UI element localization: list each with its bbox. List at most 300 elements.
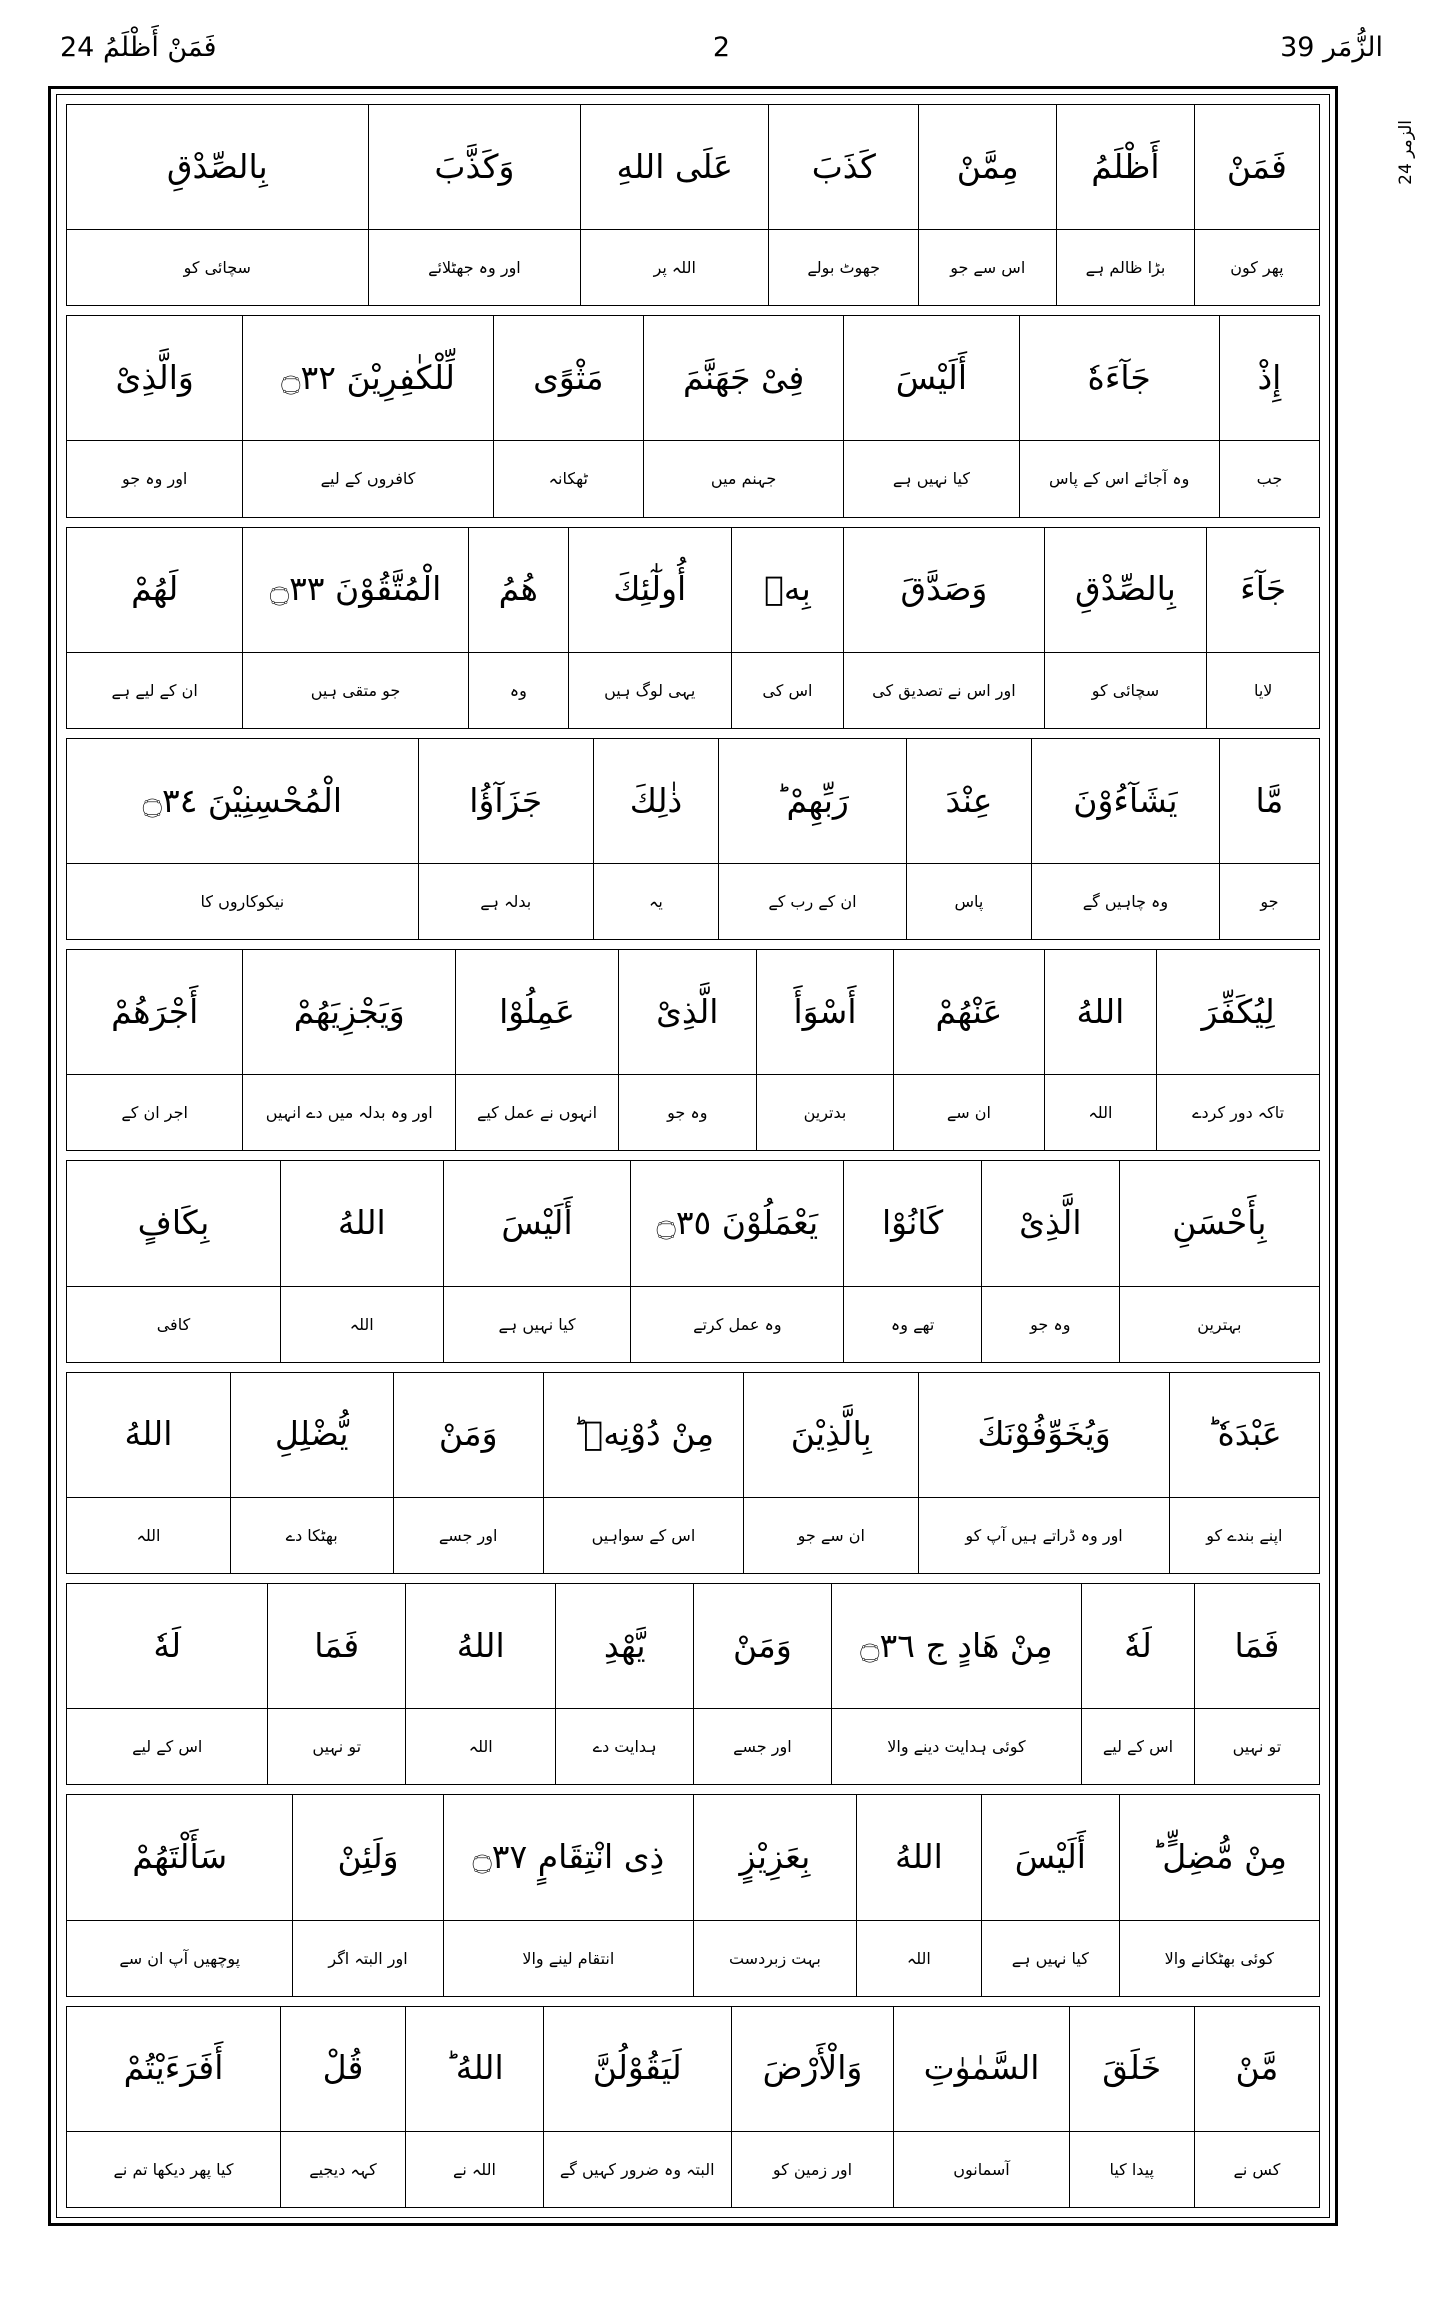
urdu-word-cell [893,1075,1043,1150]
arabic-word-cell [443,1795,693,1919]
arabic-word-cell [918,1373,1168,1497]
urdu-translation-word: اور وہ بدلہ میں دے انہیں [265,1103,433,1123]
urdu-translation-word: اس کے لیے [1102,1737,1174,1757]
urdu-translation-word: جو متقی ہیں [310,680,401,700]
arabic-word-cell [543,2007,731,2131]
urdu-word-cell [418,864,593,939]
urdu-word-cell [906,864,1031,939]
urdu-translation-word: بھٹکا دے [285,1525,338,1545]
urdu-translation-word: پاس [954,892,984,912]
arabic-word: أُولٰٓئِكَ [613,569,687,609]
arabic-word: وَالْأَرْضَ [762,2048,863,2088]
urdu-translation-word: اللہ [906,1948,931,1968]
arabic-word: سَأَلْتَهُمْ [132,1836,228,1876]
side-tab-label: الزمر 24 [1396,120,1416,185]
arabic-word: فَمَا [314,1625,360,1665]
arabic-word-cell [292,1795,442,1919]
arabic-word: وَصَدَّقَ [900,569,988,609]
arabic-word: وَكَذَّبَ [434,146,515,186]
arabic-word-cell [67,528,242,652]
arabic-word-cell [443,1161,631,1285]
urdu-translation-word: کافی [156,1314,191,1334]
arabic-word: مِنْ مُّضِلٍّ ؕ [1151,1836,1287,1876]
urdu-translation-word: اجر ان کے [121,1103,188,1123]
urdu-word-cell [568,653,731,728]
arabic-word: لَهُمْ [131,569,179,609]
urdu-word-cell [242,1075,455,1150]
arabic-word: يَّهْدِ [603,1625,646,1665]
urdu-word-cell [593,864,718,939]
arabic-word: وَيُخَوِّفُوْنَكَ [977,1414,1111,1454]
arabic-word: بِأَحْسَنِ [1172,1203,1267,1243]
urdu-translation-word: ہدایت دے [592,1737,657,1757]
arabic-word-cell [1044,950,1157,1074]
urdu-word-cell [267,1709,405,1784]
urdu-translation-word: بڑا ظالم ہے [1085,258,1166,278]
arabic-word: مِنْ دُوْنِهٖ ؕ [572,1414,714,1454]
arabic-word-cell [67,1161,280,1285]
arabic-word-cell [280,2007,405,2131]
urdu-word-cell [405,2132,543,2207]
arabic-word: يُّضْلِلِ [274,1414,349,1454]
page-header [60,26,1383,68]
arabic-row [67,528,1319,652]
arabic-word: أَسْوَأَ [793,991,857,1031]
arabic-word: بِالصِّدْقِ [1075,569,1176,609]
urdu-translation-word: اس کی [762,680,813,700]
urdu-row [67,2131,1319,2207]
urdu-word-cell [1206,653,1319,728]
urdu-word-cell [1119,1287,1319,1362]
urdu-translation-word: کس نے [1233,2159,1281,2179]
arabic-word: إِذْ [1257,357,1282,397]
arabic-word: اللهُ [337,1203,386,1243]
arabic-word: لِّلْكٰفِرِيْنَ ۝٣٢ [281,357,455,397]
arabic-word: فِىْ جَهَنَّمَ [682,357,805,397]
urdu-word-cell [67,1709,267,1784]
page-frame-inner [56,94,1330,2218]
urdu-row [67,863,1319,939]
urdu-translation-word: اللہ پر [653,258,696,278]
urdu-word-cell [718,864,906,939]
urdu-translation-word: پیدا کیا [1109,2159,1154,2179]
urdu-row [67,1708,1319,1784]
urdu-translation-word: یہ [649,892,663,912]
urdu-row [67,652,1319,728]
urdu-word-cell [393,1498,543,1573]
urdu-word-cell [67,230,367,305]
urdu-translation-word: کیا نہیں ہے [892,469,970,489]
urdu-word-cell [67,2132,280,2207]
urdu-translation-word: اور جسے [438,1525,498,1545]
arabic-word-cell [731,528,844,652]
urdu-word-cell [468,653,568,728]
arabic-word: يَشَآءُوْنَ [1073,780,1178,820]
ayah-line [66,527,1320,729]
urdu-word-cell [693,1709,831,1784]
urdu-word-cell [1056,230,1194,305]
urdu-translation-word: کیا نہیں ہے [1011,1948,1089,1968]
urdu-word-cell [756,1075,894,1150]
arabic-word: وَيَجْزِيَهُمْ [293,991,405,1031]
urdu-word-cell [1169,1498,1319,1573]
arabic-word: قُلْ [322,2048,364,2088]
arabic-word-cell [493,316,643,440]
arabic-word-cell [1194,105,1319,229]
arabic-word-cell [242,950,455,1074]
urdu-word-cell [405,1709,555,1784]
arabic-word-cell [67,1584,267,1708]
urdu-word-cell [1219,864,1319,939]
urdu-translation-word: ٹھکانہ [548,469,589,489]
urdu-translation-word: جہنم میں [710,469,777,489]
urdu-translation-word: اپنے بندے کو [1206,1525,1283,1545]
urdu-translation-word: پھر کون [1230,258,1284,278]
arabic-word: أَفَرَءَيْتُمْ [123,2048,224,2088]
arabic-word: وَمَنْ [733,1625,792,1665]
arabic-row [67,1795,1319,1919]
urdu-word-cell [280,2132,405,2207]
urdu-translation-word: کہہ دیجیے [309,2159,377,2179]
arabic-word: جَآءَ [1240,569,1287,609]
arabic-word-cell [1206,528,1319,652]
urdu-translation-word: اللہ [349,1314,374,1334]
arabic-word: فَمَا [1234,1625,1280,1665]
arabic-word: هُمُ [498,569,538,609]
arabic-word-cell [1169,1373,1319,1497]
arabic-word: مَثْوًى [533,357,604,397]
urdu-word-cell [1031,864,1219,939]
arabic-word-cell [1056,105,1194,229]
urdu-word-cell [843,441,1018,516]
arabic-word-cell [893,2007,1068,2131]
arabic-word-cell [856,1795,981,1919]
arabic-word-cell [580,105,768,229]
arabic-word-cell [568,528,731,652]
arabic-word: أَجْرَهُمْ [111,991,199,1031]
urdu-translation-word: نیکوکاروں کا [200,892,285,912]
urdu-translation-word: پوچھیں آپ ان سے [119,1948,241,1968]
arabic-word: كَانُوْا [882,1203,944,1243]
urdu-word-cell [1194,2132,1319,2207]
arabic-word-cell [893,950,1043,1074]
urdu-translation-word: سچائی کو [1091,680,1160,700]
urdu-word-cell [230,1498,393,1573]
urdu-word-cell [1044,1075,1157,1150]
arabic-word: عِنْدَ [945,780,993,820]
arabic-word: بِالصِّدْقِ [166,146,268,186]
arabic-word-cell [280,1161,443,1285]
arabic-row [67,2007,1319,2131]
arabic-word-cell [843,316,1018,440]
urdu-translation-word: لایا [1253,680,1273,700]
arabic-word-cell [981,1795,1119,1919]
urdu-word-cell [368,230,581,305]
urdu-word-cell [1119,1921,1319,1996]
arabic-word-cell [1156,950,1319,1074]
urdu-word-cell [918,230,1056,305]
urdu-word-cell [1044,653,1207,728]
urdu-word-cell [67,653,242,728]
page-frame-outer [48,86,1338,2226]
urdu-translation-word: جھوٹ بولے [807,258,881,278]
arabic-word: بِهٖ [764,569,811,609]
urdu-translation-word: اور جسے [733,1737,792,1757]
urdu-word-cell [693,1921,856,1996]
urdu-translation-word: ان سے [946,1103,991,1123]
urdu-word-cell [555,1709,693,1784]
arabic-row [67,316,1319,440]
arabic-word-cell [418,739,593,863]
arabic-word: كَذَبَ [811,146,876,186]
urdu-word-cell [67,864,418,939]
urdu-translation-word: بہت زبردست [728,1948,821,1968]
arabic-word: مَّنْ [1235,2048,1279,2088]
urdu-word-cell [67,1287,280,1362]
arabic-word-cell [731,2007,894,2131]
urdu-row [67,1920,1319,1996]
urdu-translation-word: تو نہیں [312,1737,362,1757]
arabic-word: لَيَقُوْلُنَّ [592,2048,682,2088]
arabic-word-cell [718,739,906,863]
urdu-word-cell [67,1075,242,1150]
arabic-word-cell [405,2007,543,2131]
urdu-translation-word: وہ چاہیں گے [1082,892,1169,912]
arabic-word: بِالَّذِيْنَ [790,1414,872,1454]
arabic-word-cell [267,1584,405,1708]
arabic-word-cell [756,950,894,1074]
arabic-word-cell [67,950,242,1074]
urdu-word-cell [843,653,1043,728]
urdu-word-cell [1081,1709,1194,1784]
arabic-word-cell [67,2007,280,2131]
arabic-word-cell [1119,1795,1319,1919]
urdu-translation-word: بدلہ ہے [480,892,532,912]
urdu-word-cell [280,1287,443,1362]
urdu-translation-word: اور وہ جھٹلائے [428,258,521,278]
ayah-lines [66,104,1320,2208]
arabic-word-cell [643,316,843,440]
arabic-word: رَبِّهِمْ ؕ [776,780,849,820]
urdu-translation-word: اللہ نے [453,2159,496,2179]
urdu-translation-word: اللہ [136,1525,161,1545]
urdu-word-cell [1019,441,1219,516]
arabic-word-cell [555,1584,693,1708]
urdu-translation-word: کوئی ہدایت دینے والا [887,1737,1026,1757]
arabic-word-cell [455,950,618,1074]
urdu-translation-word: کافروں کے لیے [320,469,416,489]
urdu-row [67,440,1319,516]
urdu-word-cell [731,2132,894,2207]
arabic-row [67,105,1319,229]
arabic-word-cell [67,105,367,229]
arabic-word: أَلَيْسَ [895,357,968,397]
arabic-word: اللهُ [456,1625,505,1665]
arabic-word: لِيُكَفِّرَ [1201,991,1275,1031]
urdu-translation-word: انہوں نے عمل کیے [476,1103,598,1123]
arabic-word-cell [593,739,718,863]
urdu-translation-word: تو نہیں [1232,1737,1282,1757]
arabic-word: لَهٗ [1124,1625,1152,1665]
urdu-word-cell [731,653,844,728]
arabic-word: لَهٗ [153,1625,182,1665]
arabic-word-cell [1081,1584,1194,1708]
surah-name-right: الزُّمَر 39 [1280,31,1383,63]
urdu-translation-word: ان سے جو [797,1525,865,1545]
urdu-word-cell [1194,230,1319,305]
arabic-word: عَنْهُمْ [935,991,1003,1031]
urdu-word-cell [543,2132,731,2207]
arabic-word: اللهُ [124,1414,173,1454]
arabic-word-cell [743,1373,918,1497]
urdu-word-cell [443,1287,631,1362]
arabic-word-cell [1044,528,1207,652]
ayah-line [66,1794,1320,1996]
arabic-word-cell [906,739,1031,863]
urdu-translation-word: اور وہ جو [122,469,188,489]
urdu-word-cell [443,1921,693,1996]
arabic-word-cell [1031,739,1219,863]
arabic-row [67,950,1319,1074]
urdu-word-cell [981,1921,1119,1996]
urdu-word-cell [843,1287,981,1362]
arabic-row [67,1161,1319,1285]
urdu-translation-word: وہ جو [1030,1314,1071,1334]
arabic-word-cell [981,1161,1119,1285]
arabic-word: الْمُتَّقُوْنَ ۝٣٣ [269,569,442,609]
urdu-word-cell [1156,1075,1319,1150]
arabic-word: مِمَّنْ [956,146,1019,186]
arabic-word: اللهُ [894,1836,943,1876]
urdu-translation-word: جب [1256,469,1283,489]
urdu-word-cell [831,1709,1081,1784]
urdu-word-cell [918,1498,1168,1573]
arabic-word: اللهُ ؕ [445,2048,504,2088]
urdu-translation-word: اس کے سواہیں [591,1525,696,1545]
arabic-word: الْمُحْسِنِيْنَ ۝٣٤ [142,780,343,820]
arabic-word: جَزَآؤُا [469,780,543,820]
urdu-word-cell [1194,1709,1319,1784]
arabic-word: يَعْمَلُوْنَ ۝٣٥ [656,1203,819,1243]
arabic-word: مِنْ هَادٍ ج ۝٣٦ [860,1625,1053,1665]
urdu-translation-word: سچائی کو [183,258,251,278]
ayah-line [66,1160,1320,1362]
arabic-word: السَّمٰوٰتِ [923,2048,1040,2088]
arabic-word-cell [618,950,756,1074]
arabic-word: أَظْلَمُ [1091,146,1160,186]
urdu-translation-word: تھے وہ [890,1314,935,1334]
arabic-word-cell [1219,316,1319,440]
urdu-translation-word: وہ جو [667,1103,708,1123]
ayah-line [66,738,1320,940]
urdu-translation-word: انتقام لینے والا [522,1948,615,1968]
arabic-word-cell [843,528,1043,652]
arabic-word: الَّذِىْ [1019,1203,1082,1243]
arabic-row [67,739,1319,863]
arabic-word-cell [405,1584,555,1708]
urdu-translation-word: وہ آجائے اس کے پاس [1049,469,1190,489]
urdu-word-cell [630,1287,843,1362]
arabic-row [67,1584,1319,1708]
urdu-word-cell [67,1498,230,1573]
urdu-row [67,229,1319,305]
urdu-word-cell [618,1075,756,1150]
urdu-translation-word: کوئی بھٹکانے والا [1164,1948,1275,1968]
ayah-line [66,1583,1320,1785]
ayah-line [66,1372,1320,1574]
urdu-row [67,1497,1319,1573]
arabic-word: ذٰلِكَ [629,780,683,820]
urdu-word-cell [455,1075,618,1150]
arabic-word-cell [693,1795,856,1919]
urdu-translation-word: وہ [509,680,527,700]
urdu-translation-word: بہترین [1197,1314,1242,1334]
arabic-word-cell [1019,316,1219,440]
arabic-word-cell [918,105,1056,229]
arabic-word-cell [693,1584,831,1708]
arabic-word: جَآءَهٗ [1087,357,1151,397]
urdu-translation-word: اور البتہ اگر [328,1948,408,1968]
arabic-word: أَلَيْسَ [501,1203,573,1243]
arabic-word-cell [67,739,418,863]
arabic-word-cell [393,1373,543,1497]
urdu-translation-word: اللہ [468,1737,493,1757]
urdu-translation-word: جو [1260,892,1279,912]
urdu-word-cell [768,230,918,305]
arabic-word-cell [368,105,581,229]
juz-name-left: فَمَنْ أَظْلَمُ 24 [60,31,217,63]
arabic-word: ذِى انْتِقَامٍ ۝٣٧ [472,1836,665,1876]
ayah-line [66,2006,1320,2208]
urdu-word-cell [643,441,843,516]
urdu-translation-word: کیا پھر دیکھا تم نے [113,2159,234,2179]
arabic-word: اللهُ [1076,991,1125,1031]
urdu-word-cell [1069,2132,1194,2207]
arabic-word: أَلَيْسَ [1014,1836,1086,1876]
arabic-word-cell [831,1584,1081,1708]
arabic-word: بِعَزِيْزٍ [739,1836,811,1876]
urdu-word-cell [856,1921,981,1996]
arabic-word-cell [1194,1584,1319,1708]
arabic-word: عَلَى اللهِ [616,146,733,186]
urdu-translation-word: اس کے لیے [132,1737,203,1757]
urdu-translation-word: تاکہ دور کردے [1192,1103,1285,1123]
urdu-word-cell [67,441,242,516]
arabic-row [67,1373,1319,1497]
urdu-translation-word: البتہ وہ ضرور کہیں گے [559,2159,715,2179]
urdu-translation-word: آسمانوں [953,2159,1010,2179]
arabic-word: بِكَافٍ [137,1203,210,1243]
urdu-translation-word: یہی لوگ ہیں [604,680,696,700]
urdu-translation-word: بدترین [803,1103,847,1123]
urdu-translation-word: اور وہ ڈراتے ہیں آپ کو [965,1525,1123,1545]
urdu-translation-word: اللہ [1088,1103,1113,1123]
urdu-word-cell [67,1921,292,1996]
arabic-word-cell [67,1795,292,1919]
arabic-word-cell [768,105,918,229]
arabic-word-cell [242,316,492,440]
urdu-translation-word: اور اس نے تصدیق کی [872,680,1016,700]
urdu-word-cell [580,230,768,305]
urdu-translation-word: ان کے رب کے [768,892,857,912]
urdu-row [67,1286,1319,1362]
urdu-word-cell [981,1287,1119,1362]
arabic-word: عَمِلُوْا [499,991,575,1031]
urdu-word-cell [893,2132,1068,2207]
urdu-translation-word: ان کے لیے ہے [111,680,198,700]
urdu-word-cell [543,1498,743,1573]
arabic-word-cell [67,316,242,440]
